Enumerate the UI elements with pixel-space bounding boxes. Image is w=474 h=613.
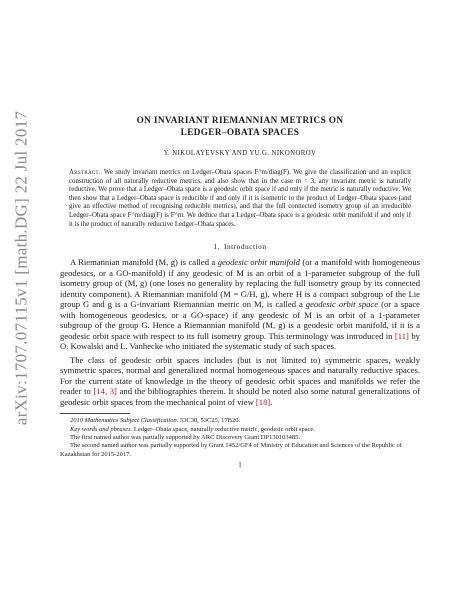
intro-p2-text-a: The class of geodesic orbit spaces includes (but is not limited to) symmetric spaces, weakly symmetric spaces, normal and generalized normal homogeneous spaces and naturally reductive spaces. For the current state of knowledge in the theory of geodesic orbit spaces and manifolds we refer the reader to xyxy=(60,354,420,397)
paper-title xyxy=(60,114,420,138)
arxiv-identifier-stamp xyxy=(6,110,36,426)
arxiv-identifier: arXiv:1707.07115v1 [math.DG] 22 Jul 2017 xyxy=(11,110,31,426)
section-title: Introduction xyxy=(224,242,267,252)
footnote-grant-1: The first named author was partially supported by ARC Discovery Grant DP130103485. xyxy=(70,433,300,441)
intro-p2-text-c: . xyxy=(270,396,273,407)
footnote-keywords xyxy=(60,426,420,434)
citation-link[interactable]: [14, 3] xyxy=(93,386,117,397)
abstract xyxy=(69,169,411,229)
footnote-grant-2: The second named author was partially supported by Grant 1452/GF4 of Ministry of Education and Sciences of the Republic of Kazakhstan for 2015-2017. xyxy=(60,442,402,458)
keywords-text: Ledger–Obata space, naturally reductive metric, geodesic orbit space. xyxy=(132,425,316,433)
intro-p1-text-b: (or a manifold with homogeneous geodesics, or a GO-manifold) if any geodesic of M is an orbit of a 1-parameter subgroup of the full isometry group of (M, g) (one loses no generality by replacing the full isometry group by its connected identity component). A Riemannian manifold (M = G/H, g), where H is a compact subgroup of the Lie group G and g is a G-invariant Riemannian metric on M, is called a xyxy=(60,257,420,310)
footnotes xyxy=(60,417,420,459)
intro-p1-text-c: (or a space with homogeneous geodesics, or a GO-space) if any geodesic of M is an orbit of a 1-parameter subgroup of the group G. Hence a Riemannian manifold (M, g) is a geodesic orbit manifold, if it is a geodesic orbit space with respect to its full isometry group. This terminology was introduced in xyxy=(60,299,420,341)
intro-p1-text-d: by O. Kowalski and L. Vanhecke who initiated the systematic study of such spaces. xyxy=(60,330,420,352)
paper-title-line-2: LEDGER–OBATA SPACES xyxy=(180,127,300,137)
intro-paragraph-2 xyxy=(60,355,420,408)
section-heading-introduction xyxy=(60,242,420,251)
paper-title-line-1: ON INVARIANT RIEMANNIAN METRICS ON xyxy=(136,115,344,125)
term-geodesic-orbit-manifold: geodesic orbit manifold xyxy=(217,257,300,268)
paper-page xyxy=(60,114,420,469)
paper-authors: Y. NIKOLAYEVSKY AND YU.G. NIKONOROV xyxy=(163,150,317,157)
keywords-label: Key words and phrases. xyxy=(70,425,133,433)
citation-link[interactable]: [11] xyxy=(394,330,409,341)
intro-p1-text-a: A Riemannian manifold (M, g) is called a xyxy=(70,257,218,268)
footnote-msc xyxy=(60,417,420,425)
term-geodesic-orbit-space: geodesic orbit space xyxy=(305,299,379,310)
citation-link[interactable]: [18] xyxy=(255,396,271,407)
abstract-label: Abstract. xyxy=(69,169,101,176)
footnote-divider xyxy=(60,413,130,414)
intro-paragraph-1 xyxy=(60,257,420,352)
msc-label: 2010 Mathematics Subject Classification. xyxy=(70,417,179,425)
abstract-text: We study invariant metrics on Ledger–Obata spaces F^m/diag(F). We give the classification and an explicit construction of all naturally reductive metrics, and also show that in the case m = 3, any invariant metric is naturally reductive. We prove that a Ledger–Obata space is a geodesic orbit space if and only if the metric is naturally reductive. We then show that a Ledger–Obata space is reducible if and only if it is isometric to the product of Ledger–Obata spaces (and give an effective method of recognising reducible metrics), and that the full connected isometry group of an irreducible Ledger–Obata space F^m/diag(F) is F^m. We deduce that a Ledger–Obata space is a geodesic orbit manifold if and only if it is the product of naturally reductive Ledger–Obata spaces. xyxy=(69,169,411,228)
page-number: 1 xyxy=(238,461,242,470)
section-number: 1. xyxy=(213,242,220,252)
msc-codes: 53C30, 53C25, 17B20. xyxy=(178,417,241,425)
intro-p2-text-b: and the bibliographies therein. It should be noted also some natural generalizations of geodesic orbit spaces from the mechanical point of view xyxy=(60,386,421,407)
